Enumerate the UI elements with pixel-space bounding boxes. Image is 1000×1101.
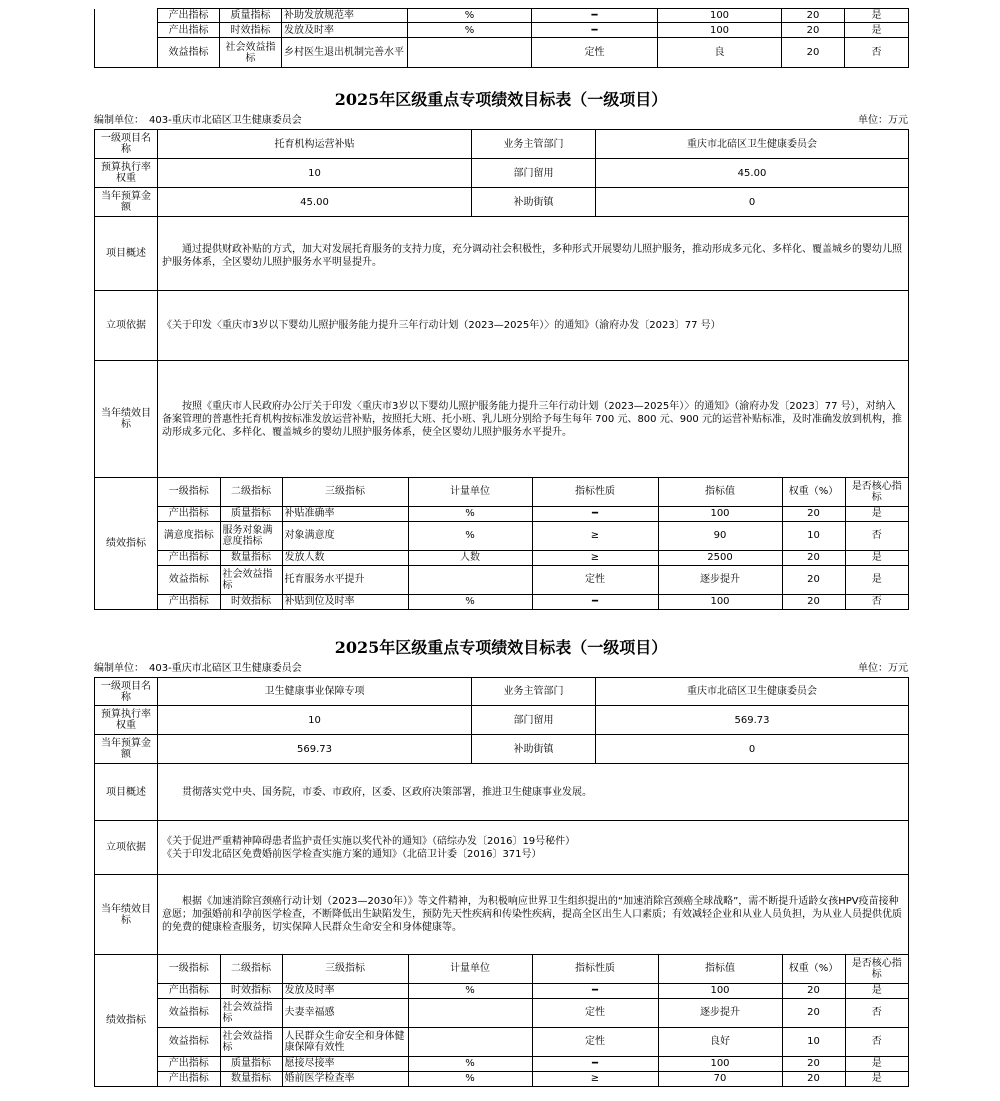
budget-label: 当年预算金额 (95, 735, 158, 764)
table-row (158, 594, 908, 609)
retain-label: 部门留用 (472, 706, 596, 735)
table-row (158, 565, 908, 594)
budget-value: 569.73 (158, 735, 472, 764)
table-row (95, 217, 909, 291)
overview-text: 通过提供财政补贴的方式，加大对发展托育服务的支持力度，充分调动社会积极性，多种形式开展婴幼儿照护服务，推动形成多元化、多样化、覆盖城乡的婴幼儿照护服务体系，全区婴幼儿照护服务水平明显提升。 (158, 217, 909, 291)
table-row (158, 550, 908, 565)
basis-text: 《关于印发〈重庆市3岁以下婴幼儿照护服务能力提升三年行动计划（2023—2025年）〉的通知》（渝府办发〔2023〕77 号） (158, 291, 909, 361)
table-row (95, 478, 909, 610)
weight-value: 10 (158, 159, 472, 188)
unit-cell (408, 565, 532, 594)
header-level2: 二级指标 (220, 478, 282, 506)
core-cell: 否 (845, 998, 908, 1027)
core-cell: 是 (845, 983, 908, 998)
value-cell: 100 (658, 594, 782, 609)
core-cell: 否 (845, 594, 908, 609)
goal-text: 按照《重庆市人民政府办公厅关于印发〈重庆市3岁以下婴幼儿照护服务能力提升三年行动计划（2023—2025年）〉的通知》（渝府办发〔2023〕77 号），对纳入备案管理的普惠性托育机构按标准发放运营补贴，按照托大班、托小班、乳儿班分别给予每生每年 700 元、800 元、900 元的运营补贴标准，及时准确发放到机构，推动形成多元化、多样化、覆盖城乡的婴幼儿照护服务体系，使全区婴幼儿照护服务水平提升。 (158, 361, 909, 478)
header-weight: 权重（%） (782, 478, 845, 506)
core-cell: 是 (845, 23, 909, 38)
perf-cell (158, 955, 909, 1087)
table-row (158, 1071, 908, 1086)
unit-cell: % (408, 23, 532, 38)
perf-subtable (158, 478, 908, 609)
core-cell: 否 (845, 1027, 908, 1056)
value-cell: 100 (658, 506, 782, 521)
core-cell: 否 (845, 38, 909, 68)
value-cell: 良好 (658, 1027, 782, 1056)
level1-cell: 产出指标 (158, 550, 220, 565)
nature-cell: ≥ (532, 521, 658, 550)
currency-unit: 单位：万元 (858, 115, 908, 126)
table-row (95, 188, 909, 217)
table-row (95, 706, 909, 735)
overview-label: 项目概述 (95, 764, 158, 821)
weight-cell: 20 (782, 550, 845, 565)
nature-cell: 定性 (532, 1027, 658, 1056)
table-row (95, 291, 909, 361)
nature-cell: 定性 (532, 998, 658, 1027)
nature-cell: ━ (532, 23, 658, 38)
level2-cell: 社会效益指标 (220, 38, 282, 68)
header-unit: 计量单位 (408, 955, 532, 983)
nature-cell: ━ (532, 1056, 658, 1071)
level2-cell: 社会效益指标 (220, 1027, 282, 1056)
basis-label: 立项依据 (95, 821, 158, 875)
weight-value: 10 (158, 706, 472, 735)
perf-header-row (158, 478, 908, 506)
compiler-unit: 编制单位： 403-重庆市北碚区卫生健康委员会 (94, 663, 302, 674)
weight-cell: 20 (782, 1071, 845, 1086)
weight-cell: 20 (782, 594, 845, 609)
level2-cell: 数量指标 (220, 1071, 282, 1086)
table-row (95, 9, 909, 23)
header-core: 是否核心指标 (845, 955, 908, 983)
level3-cell: 发放及时率 (282, 983, 408, 998)
unit-cell (408, 1027, 532, 1056)
overview-label: 项目概述 (95, 217, 158, 291)
header-value: 指标值 (658, 955, 782, 983)
value-cell: 90 (658, 521, 782, 550)
table-row (95, 764, 909, 821)
unit-cell: % (408, 521, 532, 550)
nature-cell: ━ (532, 9, 658, 23)
table-row (95, 23, 909, 38)
dept-label: 业务主管部门 (472, 130, 596, 159)
weight-cell: 20 (782, 998, 845, 1027)
unit-cell: % (408, 983, 532, 998)
basis-label: 立项依据 (95, 291, 158, 361)
weight-cell: 10 (782, 521, 845, 550)
level2-cell: 质量指标 (220, 506, 282, 521)
table-row (158, 998, 908, 1027)
core-cell: 是 (845, 506, 908, 521)
table-row (158, 1027, 908, 1056)
retain-value: 569.73 (596, 706, 909, 735)
table-row (95, 130, 909, 159)
core-cell: 否 (845, 521, 908, 550)
header-value: 指标值 (658, 478, 782, 506)
dept-label: 业务主管部门 (472, 678, 596, 706)
performance-table-2 (94, 677, 908, 1087)
weight-cell: 20 (782, 23, 845, 38)
value-cell: 100 (658, 983, 782, 998)
level3-cell: 愿接尽接率 (282, 1056, 408, 1071)
table-row (95, 678, 909, 706)
core-cell: 是 (845, 1071, 908, 1086)
table-row (95, 38, 909, 68)
level3-cell: 补贴到位及时率 (282, 594, 408, 609)
level1-cell: 产出指标 (158, 506, 220, 521)
header-level1: 一级指标 (158, 955, 220, 983)
level1-cell: 产出指标 (158, 594, 220, 609)
subsidy-label: 补助街镇 (472, 188, 596, 217)
nature-cell: ≥ (532, 1071, 658, 1086)
unit-cell: % (408, 1071, 532, 1086)
weight-cell: 20 (782, 38, 845, 68)
level3-cell: 婚前医学检查率 (282, 1071, 408, 1086)
perf-label: 绩效指标 (95, 478, 158, 610)
overview-text: 贯彻落实党中央、国务院，市委、市政府，区委、区政府决策部署，推进卫生健康事业发展。 (158, 764, 909, 821)
level1-cell: 产出指标 (158, 983, 220, 998)
unit-line (94, 115, 908, 127)
header-level3: 三级指标 (282, 478, 408, 506)
header-level1: 一级指标 (158, 478, 220, 506)
value-cell: 良 (658, 38, 782, 68)
unit-cell: % (408, 506, 532, 521)
value-cell: 70 (658, 1071, 782, 1086)
header-level3: 三级指标 (282, 955, 408, 983)
level1-cell: 产出指标 (158, 1056, 220, 1071)
budget-value: 45.00 (158, 188, 472, 217)
table-row (95, 361, 909, 478)
unit-cell: % (408, 594, 532, 609)
level2-cell: 质量指标 (220, 9, 282, 23)
header-nature: 指标性质 (532, 955, 658, 983)
header-nature: 指标性质 (532, 478, 658, 506)
section-title: 2025年区级重点专项绩效目标表（一级项目） (334, 90, 668, 109)
unit-cell (408, 998, 532, 1027)
weight-cell: 10 (782, 1027, 845, 1056)
project-name-value: 卫生健康事业保障专项 (158, 678, 472, 706)
level2-cell: 质量指标 (220, 1056, 282, 1071)
value-cell: 100 (658, 9, 782, 23)
table-row (95, 875, 909, 955)
level2-cell: 时效指标 (220, 983, 282, 998)
nature-cell: ━ (532, 594, 658, 609)
level3-cell: 对象满意度 (282, 521, 408, 550)
table-row (158, 983, 908, 998)
level3-cell: 乡村医生退出机制完善水平 (282, 38, 408, 68)
unit-cell: % (408, 9, 532, 23)
perf-cell (158, 478, 909, 610)
weight-cell: 20 (782, 565, 845, 594)
section-title: 2025年区级重点专项绩效目标表（一级项目） (334, 638, 668, 657)
nature-cell: 定性 (532, 565, 658, 594)
value-cell: 100 (658, 23, 782, 38)
level3-cell: 夫妻幸福感 (282, 998, 408, 1027)
weight-cell: 20 (782, 9, 845, 23)
budget-label: 当年预算金额 (95, 188, 158, 217)
nature-cell: 定性 (532, 38, 658, 68)
goal-label: 当年绩效目标 (95, 361, 158, 478)
perf-header-row (158, 955, 908, 983)
level3-cell: 补贴准确率 (282, 506, 408, 521)
unit-cell (408, 38, 532, 68)
level1-cell: 产出指标 (158, 1071, 220, 1086)
level1-cell: 效益指标 (158, 38, 220, 68)
weight-cell: 20 (782, 983, 845, 998)
nature-cell: ≥ (532, 550, 658, 565)
core-cell: 是 (845, 1056, 908, 1071)
level1-cell: 产出指标 (158, 23, 220, 38)
dept-value: 重庆市北碚区卫生健康委员会 (596, 678, 909, 706)
level2-cell: 服务对象满意度指标 (220, 521, 282, 550)
subsidy-label: 补助街镇 (472, 735, 596, 764)
table-row (95, 955, 909, 1087)
level2-cell: 时效指标 (220, 23, 282, 38)
table-row (158, 521, 908, 550)
weight-label: 预算执行率权重 (95, 159, 158, 188)
value-cell: 逐步提升 (658, 998, 782, 1027)
table-row (158, 1056, 908, 1071)
basis-text: 《关于促进严重精神障碍患者监护责任实施以奖代补的通知》（碚综办发〔2016〕19号秘件） 《关于印发北碚区免费婚前医学检查实施方案的通知》（北碚卫计委〔2016〕371号） (158, 821, 909, 875)
level2-cell: 时效指标 (220, 594, 282, 609)
goal-label: 当年绩效目标 (95, 875, 158, 955)
level1-cell: 效益指标 (158, 565, 220, 594)
value-cell: 100 (658, 1056, 782, 1071)
core-cell: 是 (845, 550, 908, 565)
perf-subtable (158, 955, 908, 1086)
retain-value: 45.00 (596, 159, 909, 188)
level3-cell: 人民群众生命安全和身体健康保障有效性 (282, 1027, 408, 1056)
table-row (95, 821, 909, 875)
core-cell: 是 (845, 9, 909, 23)
header-unit: 计量单位 (408, 478, 532, 506)
header-weight: 权重（%） (782, 955, 845, 983)
unit-line (94, 663, 908, 675)
nature-cell: ━ (532, 983, 658, 998)
goal-text: 根据《加速消除宫颈癌行动计划（2023—2030年）》等文件精神，为积极响应世界卫生组织提出的“加速消除宫颈癌全球战略”，需不断提升适龄女孩HPV疫苗接种意愿；加强婚前和孕前医学检查，不断降低出生缺陷发生，预防先天性疾病和传染性疾病，提高全区出生人口素质；有效减轻企业和从业人员负担，为从业人员提供优质的免费的健康检查服务，切实保障人民群众生命安全和身体健康等。 (158, 875, 909, 955)
weight-cell: 20 (782, 506, 845, 521)
project-name-label: 一级项目名称 (95, 130, 158, 159)
level1-cell: 效益指标 (158, 998, 220, 1027)
performance-table-1 (94, 129, 908, 610)
value-cell: 逐步提升 (658, 565, 782, 594)
level1-cell: 产出指标 (158, 9, 220, 23)
level3-cell: 发放人数 (282, 550, 408, 565)
level1-cell: 效益指标 (158, 1027, 220, 1056)
compiler-unit: 编制单位： 403-重庆市北碚区卫生健康委员会 (94, 115, 302, 126)
value-cell: 2500 (658, 550, 782, 565)
perf-label: 绩效指标 (95, 955, 158, 1087)
weight-cell: 20 (782, 1056, 845, 1071)
header-level2: 二级指标 (220, 955, 282, 983)
weight-label: 预算执行率权重 (95, 706, 158, 735)
header-core: 是否核心指标 (845, 478, 908, 506)
table-row (158, 506, 908, 521)
nature-cell: ━ (532, 506, 658, 521)
level2-cell: 社会效益指标 (220, 998, 282, 1027)
level3-cell: 补助发放规范率 (282, 9, 408, 23)
level1-cell: 满意度指标 (158, 521, 220, 550)
project-name-value: 托育机构运营补贴 (158, 130, 472, 159)
level2-cell: 数量指标 (220, 550, 282, 565)
project-name-label: 一级项目名称 (95, 678, 158, 706)
table-row (95, 735, 909, 764)
table-row (95, 159, 909, 188)
core-cell: 是 (845, 565, 908, 594)
top-fragment-table (94, 8, 908, 68)
currency-unit: 单位：万元 (858, 663, 908, 674)
unit-cell: 人数 (408, 550, 532, 565)
level2-cell: 社会效益指标 (220, 565, 282, 594)
dept-value: 重庆市北碚区卫生健康委员会 (596, 130, 909, 159)
unit-cell: % (408, 1056, 532, 1071)
level3-cell: 发放及时率 (282, 23, 408, 38)
subsidy-value: 0 (596, 188, 909, 217)
retain-label: 部门留用 (472, 159, 596, 188)
level3-cell: 托育服务水平提升 (282, 565, 408, 594)
subsidy-value: 0 (596, 735, 909, 764)
